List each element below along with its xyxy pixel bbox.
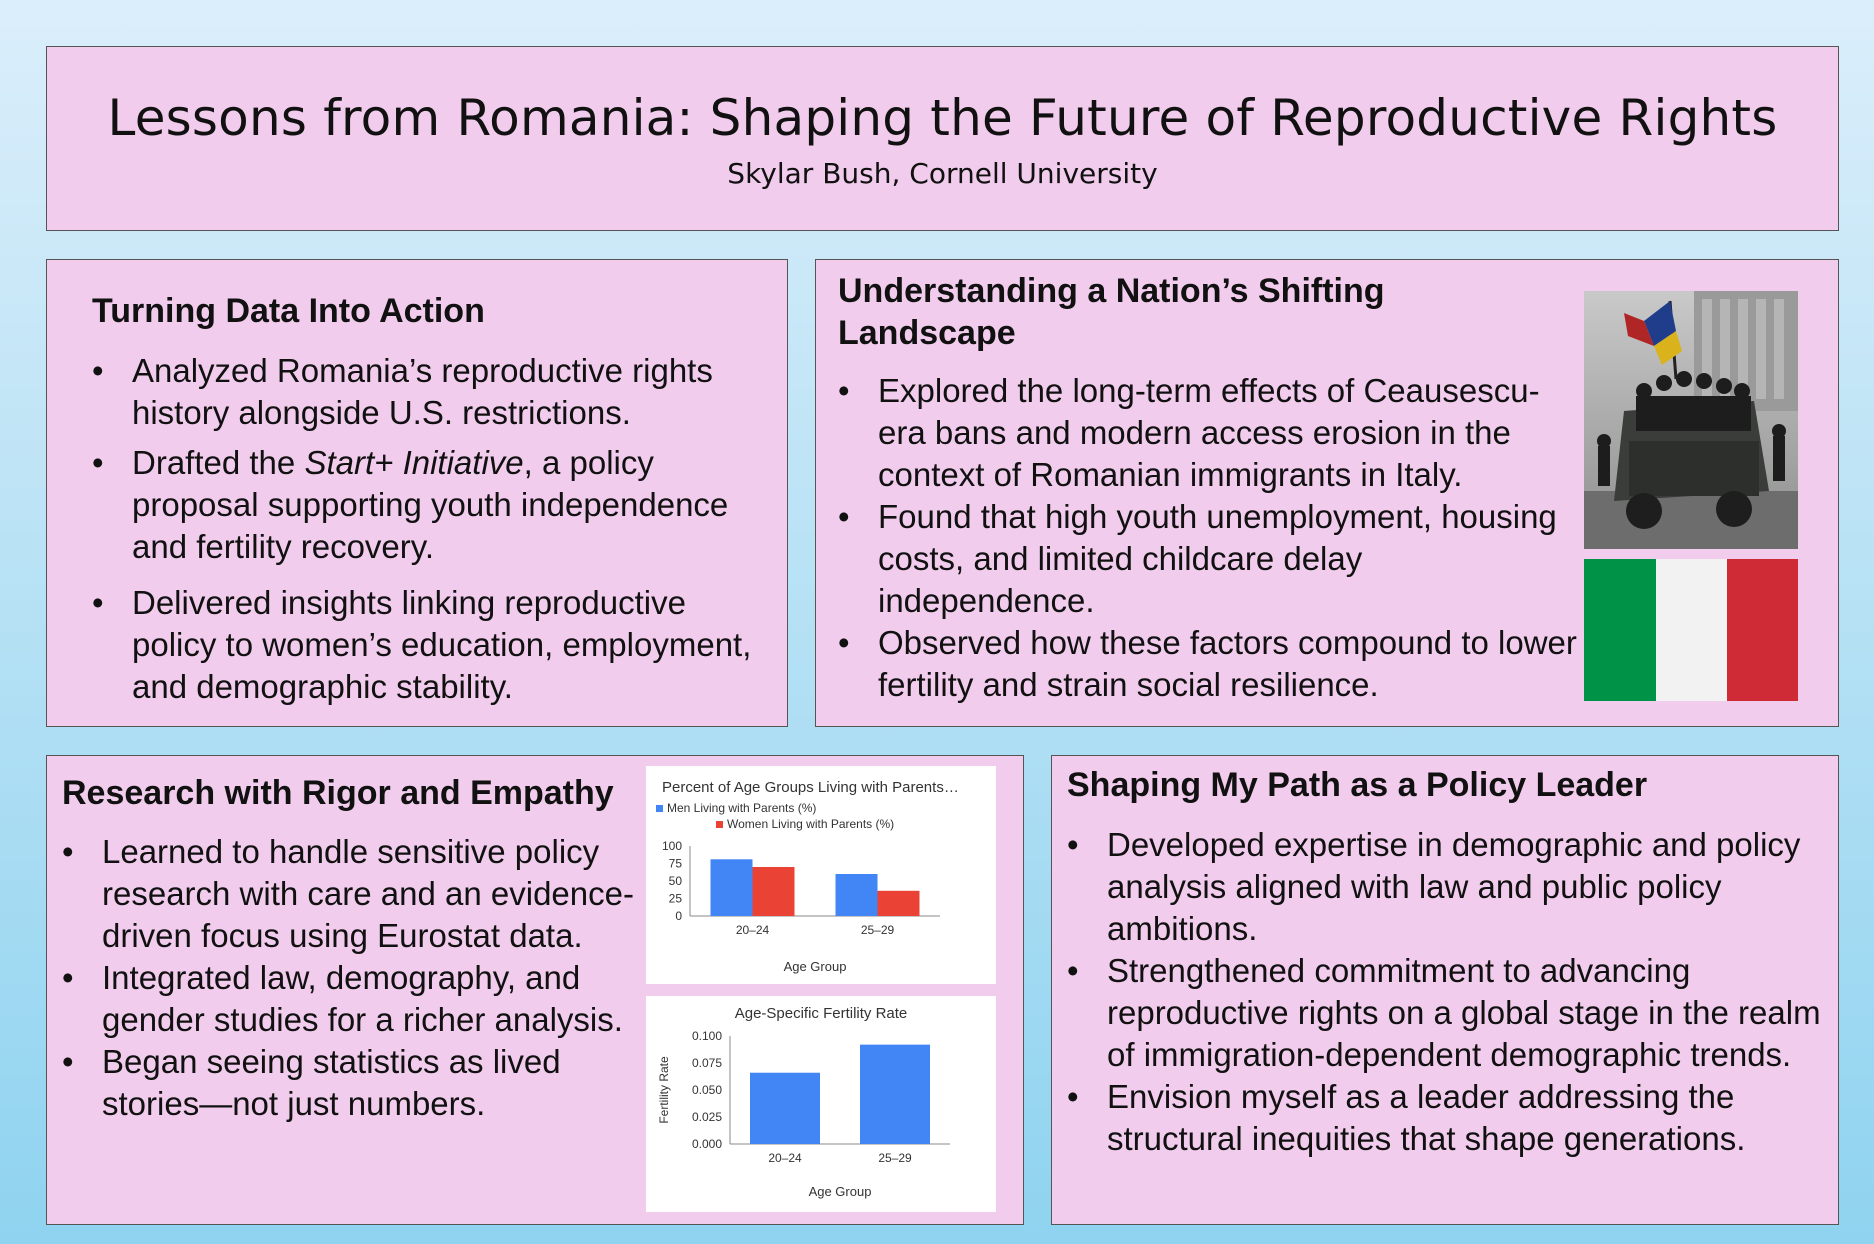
y-tick-label: 0.000 [691,1137,722,1151]
initiative-name: Start+ Initiative [304,444,524,481]
x-tick-label: 25–29 [860,923,895,937]
x-axis-label: Age Group [808,1184,872,1199]
bullet-list [92,350,772,708]
list-item: • Observed how these factors compound to lower fertility and strain social resilience. [838,622,1578,706]
y-axis-label: Fertility Rate [657,1056,671,1124]
y-tick-label: 0.025 [691,1110,722,1124]
y-tick-label: 75 [668,856,682,871]
list-item: • Analyzed Romania’s reproductive rights history alongside U.S. restrictions. [92,350,772,434]
legend-swatch [656,805,663,812]
list-item: • Delivered insights linking reproductive policy to women’s education, employment, and demographic stability. [92,582,772,708]
y-tick-label: 100 [661,839,682,853]
panel-title: Research with Rigor and Empathy [62,774,614,812]
y-tick-label: 25 [668,891,682,906]
bar [836,874,878,916]
panel-title: Shaping My Path as a Policy Leader [1067,766,1648,804]
x-tick-label: 20–24 [735,923,770,937]
revolution-photo-icon [1584,291,1798,549]
bar [860,1045,930,1144]
list-item: • Found that high youth unemployment, housing costs, and limited childcare delay independence. [838,496,1578,622]
italy-flag-icon [1584,559,1798,701]
bullet-list [62,831,642,1125]
bar [711,859,753,916]
x-axis-label: Age Group [783,959,847,974]
legend-label: Men Living with Parents (%) [667,801,817,815]
bar [753,867,795,916]
x-tick-label: 25–29 [878,1151,912,1165]
y-tick-label: 0.050 [691,1083,722,1097]
chart-fertility-rate [646,996,996,1212]
list-item: • Developed expertise in demographic and policy analysis aligned with law and public policy ambitions. [1067,824,1827,950]
list-item: • Drafted the Start+ Initiative, a policy proposal supporting youth independence and fertility recovery. [92,442,772,568]
list-item: • Integrated law, demography, and gender studies for a richer analysis. [62,957,642,1041]
chart-living-with-parents [646,766,996,984]
legend-label: Women Living with Parents (%) [727,817,895,831]
list-item: • Learned to handle sensitive policy research with care and an evidence-driven focus using Eurostat data. [62,831,642,957]
x-tick-label: 20–24 [768,1151,802,1165]
panel-title: Turning Data Into Action [92,292,485,330]
y-tick-label: 0 [675,909,682,923]
chart-title: Percent of Age Groups Living with Parents… [662,779,959,796]
list-item: • Strengthened commitment to advancing reproductive rights on a global stage in the realm of immigration-dependent demographic trends. [1067,950,1827,1076]
chart-title: Age-Specific Fertility Rate [734,1005,908,1022]
y-tick-label: 0.100 [691,1029,722,1043]
bullet-list [838,370,1578,706]
y-tick-label: 0.075 [691,1056,722,1070]
list-item: • Explored the long-term effects of Ceausescu-era bans and modern access erosion in the context of Romanian immigrants in Italy. [838,370,1578,496]
bullet-list [1067,824,1827,1160]
panel-title: Understanding a Nation’s Shifting Landscape [838,272,1385,352]
y-tick-label: 50 [668,874,682,888]
legend-swatch [716,821,723,828]
list-item: • Began seeing statistics as lived stories—not just numbers. [62,1041,642,1125]
list-item: • Envision myself as a leader addressing the structural inequities that shape generations. [1067,1076,1827,1160]
bar [878,891,920,916]
title-banner [46,46,1839,231]
poster-title: Lessons from Romania: Shaping the Future of Reproductive Rights [107,89,1778,147]
poster-author: Skylar Bush, Cornell University [727,157,1158,190]
bar [750,1073,820,1144]
